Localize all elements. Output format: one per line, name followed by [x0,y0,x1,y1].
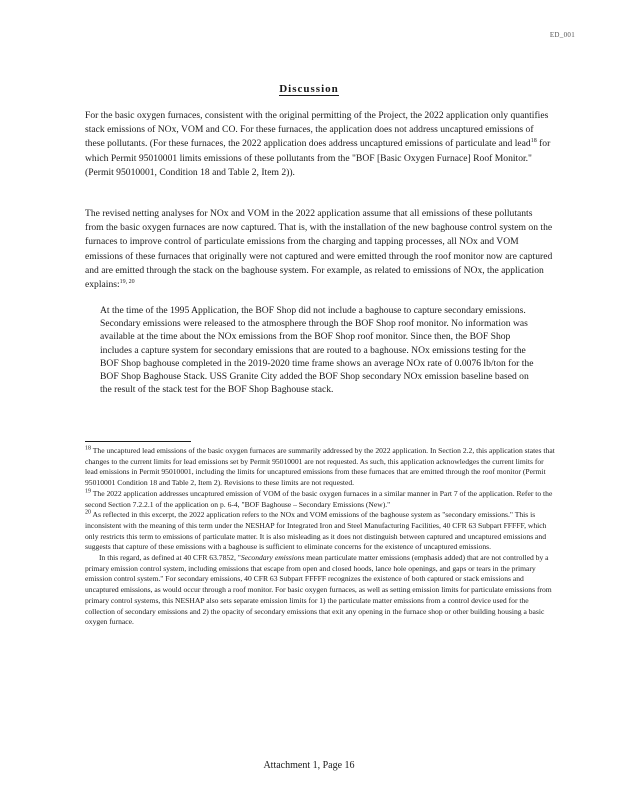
footnote-text: The 2022 application addresses uncaptured emission of VOM of the basic oxygen furnaces in a similar manner in Part 7 of the application. Refer to the second Section 7.2.2.1 of the application on p. 6-4, "BOF Baghouse – Secondary Emissions (New)." [85,488,553,509]
footnote-ref-18: 18 [530,138,537,145]
footnote-number: 19 [85,488,91,495]
footnote-text: In this regard, as defined at 40 CFR 63.7852, " [99,553,241,563]
paragraph-basic-oxygen-furnaces [85,109,553,180]
footnote-18 [85,446,555,489]
footnote-text: The uncaptured lead emissions of the basic oxygen furnaces are summarily addressed by the 2022 application. In Section 2.2, this application states that changes to the current limits for lead emissions set by Permit 95010001 are not requested. As such, this application acknowledges the current limits for lead emissions in Permit 95010001, including the limits for uncaptured emissions from these furnaces that are emitted through the roof monitor (Permit 95010001 Condition 18 and Table 2, Item 2). Revisions to these limits are not requested. [85,446,555,488]
paragraph-netting-analyses [85,207,553,292]
page-footer: Attachment 1, Page 16 [263,760,355,771]
paragraph-text-tail: for which Permit 95010001 limits emissions of these pollutants from the "BOF [Basic Oxygen Furnace] Roof Monitor." (Permit 95010001, Condition 18 and Table 2, Item 2)). [85,138,551,178]
footnote-ref-19-20: 19, 20 [119,278,135,285]
section-heading [0,83,618,95]
footnote-number: 18 [85,445,91,452]
paragraph-text: For the basic oxygen furnaces, consistent with the original permitting of the Project, the 2022 application only quantifies stack emissions of NOx, VOM and CO. For these furnaces, the application does not address uncaptured emissions of these pollutants. (For these furnaces, the 2022 application does address uncaptured emissions of particulate and lead [85,110,549,150]
footnote-number: 20 [85,509,91,516]
document-id: ED_001 [549,31,575,39]
footnote-separator [85,441,191,442]
footnote-20-continued [85,553,555,628]
footnote-text: As reflected in this excerpt, the 2022 application refers to the NOx and VOM emissions of the baghouse system as "secondary emissions." This is inconsistent with the meaning of this term under the NESHAP for Integrated Iron and Steel Manufacturing Facilities, 40 CFR 63 Subpart FFFFF, which only restricts this term to emissions of particulate matter. It is also misleading as it does not distinguish between captured and uncaptured emissions and suggests that capture of these emissions with a baghouse is sufficient to eliminate concerns for the existence of uncaptured emissions. [85,510,547,552]
section-heading-text: Discussion [279,83,339,95]
footnotes [85,446,555,628]
footnote-19 [85,489,555,510]
footnote-20 [85,510,555,553]
block-quote: At the time of the 1995 Application, the BOF Shop did not include a baghouse to capture secondary emissions. Secondary emissions were released to the atmosphere through the BOF Shop roof monitor. No information was available at the time about the NOx emissions from the BOF Shop roof monitor. Since then, the BOF Shop includes a capture system for secondary emissions that are routed to a baghouse. NOx emissions testing for the BOF Shop baghouse completed in the 2019-2020 time frame shows an average NOx rate of 0.0076 lb/ton for the BOF Shop Baghouse Stack. USS Granite City added the BOF Shop secondary NOx emission baseline based on the result of the stack test for the BOF Shop Baghouse stack. [100,305,534,396]
footnote-text: mean particulate matter emissions (emphasis added) that are not controlled by a primary emission control system, including emissions that escape from open and closed hoods, lance hole openings, and gaps or tears in the primary emission control system." For secondary emissions, 40 CFR 63 Subpart FFFFF recognizes the existence of both captured or stack emissions and uncaptured emissions, as would occur through a roof monitor. For basic oxygen furnaces, as well as setting emission limits for particulate emissions from primary control systems, this NESHAP also sets separate emission limits for 1) the particulate matter emissions from a control device used for the collection of secondary emissions and 2) the opacity of secondary emissions that exit any opening in the furnace shop or other building housing a basic oxygen furnace. [85,553,552,627]
footnote-emphasis: Secondary emissions [240,553,305,563]
paragraph-text: The revised netting analyses for NOx and VOM in the 2022 application assume that all emissions of these pollutants from the basic oxygen furnaces are now captured. That is, with the installation of the new baghouse control system on the furnaces to improve control of particulate emissions from the charging and tapping processes, all NOx and VOM emissions of these furnaces that originally were not captured and were emitted through the roof monitor now are captured and are emitted through the stack on the baghouse system. For example, as related to emissions of NOx, the application explains: [85,208,553,291]
